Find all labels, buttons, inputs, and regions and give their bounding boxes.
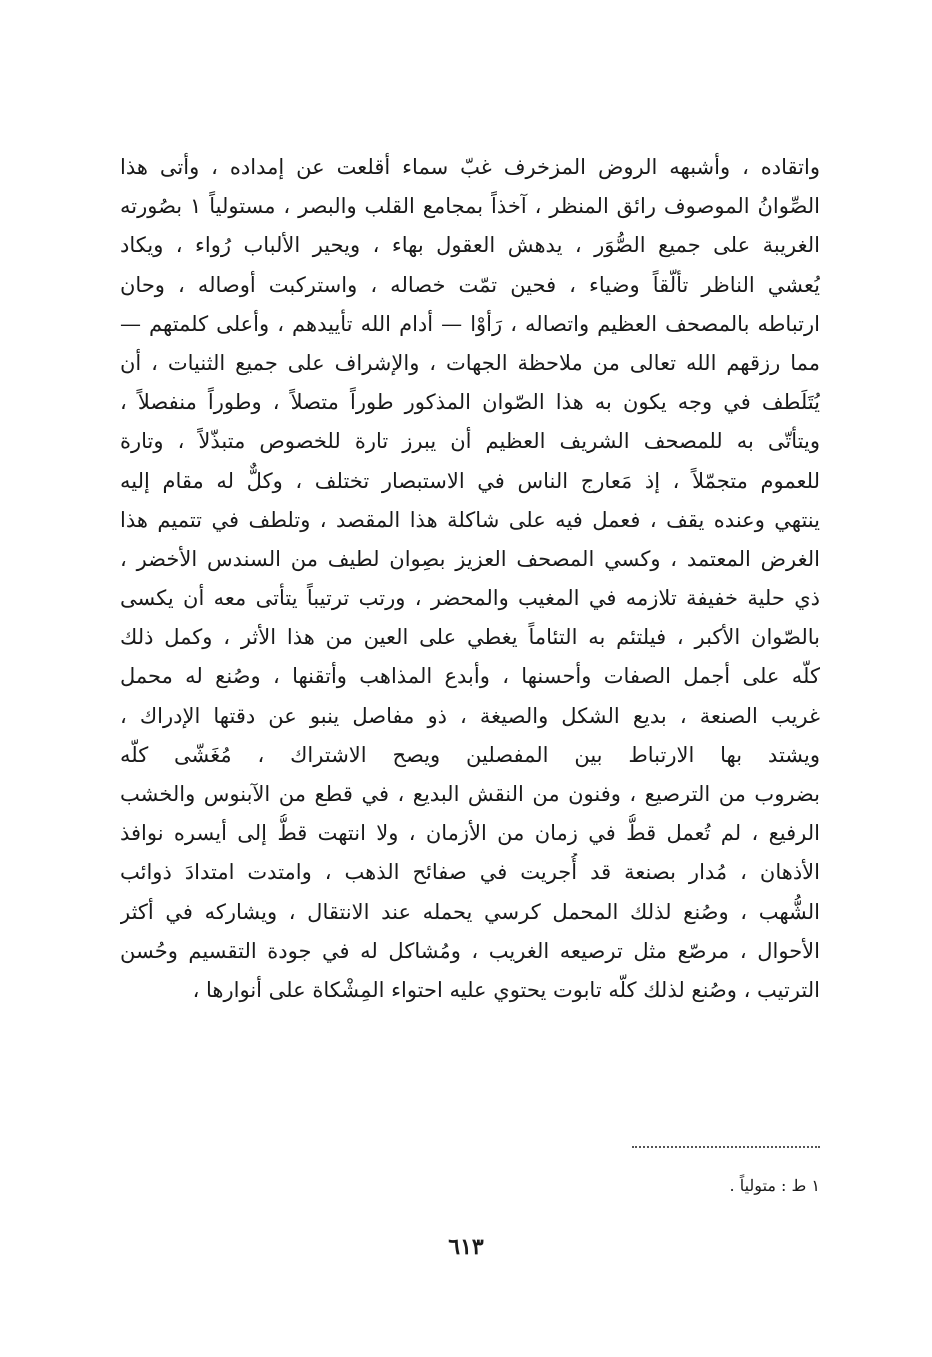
text-line: للعموم متجمّلاً ، إذ مَعارج الناس في الاستبصار تختلف ، وكلٌّ له مقام إليه bbox=[120, 468, 820, 493]
text-line: الشُّهب ، وصُنع لذلك المحمل كرسي يحمله عند الانتقال ، ويشاركه في أكثر bbox=[120, 899, 820, 924]
text-line: يُعشي الناظر تألّقاً وضياء ، فحين تمّت خصاله ، واستركبت أوصاله ، وحان bbox=[120, 272, 820, 297]
footnote-divider bbox=[632, 1146, 820, 1148]
text-line: الترتيب ، وصُنع لذلك كلّه تابوت يحتوي عليه احتواء المِشْكاة على أنوارها ، bbox=[192, 977, 820, 1002]
text-line: ويشتد بها الارتباط بين المفصلين ويصح الاشتراك ، مُغَشّى كلّه bbox=[120, 742, 820, 767]
text-line: الغريبة على جميع الصُّوَر ، يدهش العقول بهاء ، ويحير الألباب رُواء ، ويكاد bbox=[120, 233, 820, 258]
text-line: الأحوال ، مرصّع مثل ترصيعه الغريب ، ومُشاكل له في جودة التقسيم وحُسن bbox=[120, 938, 820, 963]
page-number: ٦١٣ bbox=[448, 1234, 484, 1260]
text-line: غريب الصنعة ، بديع الشكل والصيغة ، ذو مفاصل ينبو عن دقتها الإدراك ، bbox=[120, 703, 820, 728]
text-line: مما رزقهم الله تعالى من ملاحظة الجهات ، والإشراف على جميع الثنيات ، أن bbox=[120, 350, 820, 375]
text-line: ارتباطه بالمصحف العظيم واتصاله ، رَأوْا — أدام الله تأييدهم ، وأعلى كلمتهم — bbox=[120, 311, 820, 336]
text-line: كلّه على أجمل الصفات وأحسنها ، وأبدع المذاهب وأتقنها ، وصُنع له محمل bbox=[120, 664, 820, 689]
text-line: واتقاده ، وأشبهه الروض المزخرف غبّ سماء أقلعت عن إمداده ، وأتى هذا bbox=[120, 155, 820, 179]
text-line: بضروب من الترصيع ، وفنون من النقش البديع ، في قطع من الآبنوس والخشب bbox=[120, 782, 820, 806]
text-line: الأذهان ، مُدار بصنعة قد أُجريت في صفائح الذهب ، وامتدت امتدادَ ذوائب bbox=[120, 860, 820, 885]
text-line: الغرض المعتمد ، وكسي المصحف العزيز بصِوان لطيف من السندس الأخضر ، bbox=[120, 546, 820, 571]
text-line: الرفيع ، لم تُعمل قطُّ في زمان من الأزمان ، ولا انتهت قطُّ إلى أيسره نوافذ bbox=[120, 821, 820, 846]
main-text bbox=[120, 148, 820, 1010]
text-line: بالصّوان الأكبر ، فيلتئم به التئاماً يغطي على العين من هذا الأثر ، وكمل ذلك bbox=[120, 625, 820, 650]
text-line: يُتَلَطف في وجه يكون به هذا الصّوان المذكور طوراً متصلاً ، وطوراً منفصلاً ، bbox=[120, 390, 820, 415]
text-line: ذي حلية خفيفة تلازمه في المغيب والمحضر ، ورتب ترتيباً يتأتى معه أن يكسى bbox=[120, 586, 820, 611]
text-line: ينتهي وعنده يقف ، فعمل فيه على شاكلة هذا المقصد ، وتلطف في تتميم هذا bbox=[120, 507, 820, 532]
text-line: ويتأتّى به للمصحف الشريف العظيم أن يبرز تارة للخصوص متبذّلاً ، وتارة bbox=[120, 429, 820, 454]
text-line: الصِّوانُ الموصوف رائق المنظر ، آخذاً بمجامع القلب والبصر ، مستولياً ١ بصُورته bbox=[120, 194, 820, 219]
footnote: ١ ط : متولياً . bbox=[729, 1176, 820, 1195]
